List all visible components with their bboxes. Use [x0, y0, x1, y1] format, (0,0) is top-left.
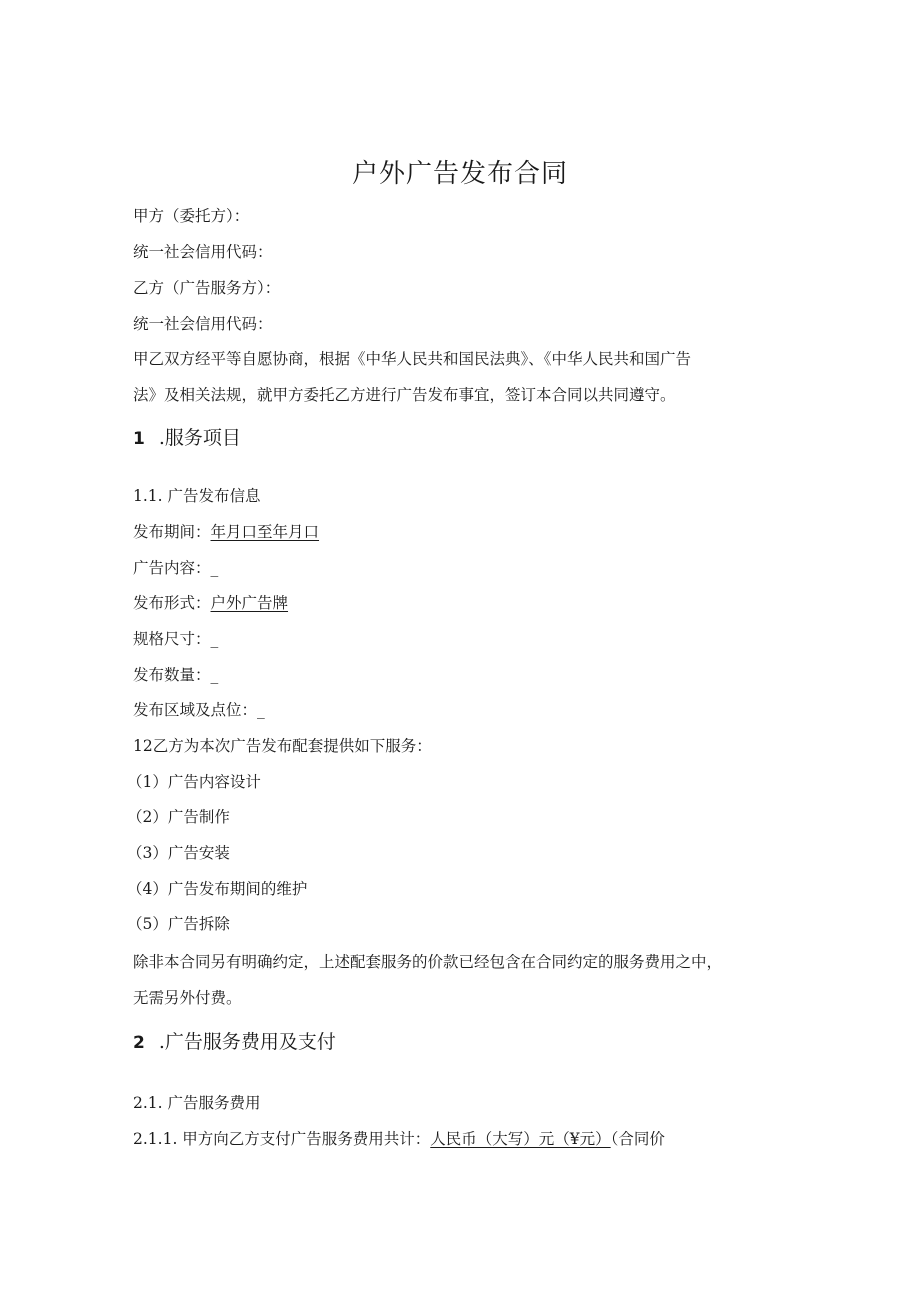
service-item: （1）广告内容设计: [127, 773, 261, 791]
party-a-line: 甲方（委托方）：: [133, 207, 250, 225]
quantity-value: _: [210, 666, 219, 684]
subsection-1-1-title: 1.1. 广告发布信息: [133, 487, 261, 505]
area-value: _: [257, 701, 265, 719]
clause-2-1-1: [133, 1129, 665, 1149]
content-value: _: [210, 559, 219, 577]
service-item: （5）广告拆除: [127, 915, 230, 933]
section-2-heading: [133, 1030, 336, 1055]
party-b-line: 乙方（广告服务方）：: [133, 279, 281, 297]
area-row: [133, 700, 265, 720]
preamble-line-2: 法》及相关法规，就甲方委托乙方进行广告发布事宜，签订本合同以共同遵守。: [133, 386, 676, 404]
section-1-title: .服务项目: [158, 427, 241, 449]
clause-2-1-1-amount: 人民币（大写）元（¥元）: [430, 1130, 611, 1148]
form-label: 发布形式：: [133, 594, 211, 612]
document-title: 户外广告发布合同: [351, 159, 568, 189]
section-2-number: 2: [133, 1033, 145, 1053]
service-item: （4）广告发布期间的维护: [127, 880, 308, 898]
party-a-code-line: 统一社会信用代码：: [133, 243, 273, 261]
subsection-1-2-title: 12乙方为本次广告发布配套提供如下服务：: [133, 737, 432, 755]
size-value: _: [210, 630, 219, 648]
note-line-1: 除非本合同另有明确约定，上述配套服务的价款已经包含在合同约定的服务费用之中，: [133, 953, 723, 971]
form-value: 户外广告牌: [210, 594, 289, 612]
period-label: 发布期间：: [133, 523, 211, 541]
area-label: 发布区域及点位：: [133, 701, 258, 719]
clause-2-1-1-prefix: 2.1.1. 甲方向乙方支付广告服务费用共计：: [133, 1130, 431, 1148]
section-1-heading: [133, 426, 241, 451]
section-2-title: .广告服务费用及支付: [158, 1031, 336, 1053]
period-row: [133, 522, 319, 542]
service-item: （2）广告制作: [127, 808, 230, 826]
subsection-2-1-title: 2.1. 广告服务费用: [133, 1094, 261, 1112]
period-value: 年月口至年月口: [210, 523, 320, 541]
form-row: [133, 593, 288, 613]
quantity-label: 发布数量：: [133, 666, 211, 684]
preamble-line-1: 甲乙双方经平等自愿协商，根据《中华人民共和国民法典》、《中华人民共和国广告: [133, 350, 692, 368]
quantity-row: [133, 665, 218, 685]
clause-2-1-1-suffix: （合同价: [610, 1130, 665, 1148]
content-row: [133, 558, 218, 578]
service-item: （3）广告安装: [127, 844, 230, 862]
content-label: 广告内容：: [133, 559, 211, 577]
party-b-code-line: 统一社会信用代码：: [133, 315, 273, 333]
note-line-2: 无需另外付费。: [133, 989, 242, 1007]
section-1-number: 1: [133, 429, 145, 449]
size-row: [133, 629, 218, 649]
size-label: 规格尺寸：: [133, 630, 211, 648]
